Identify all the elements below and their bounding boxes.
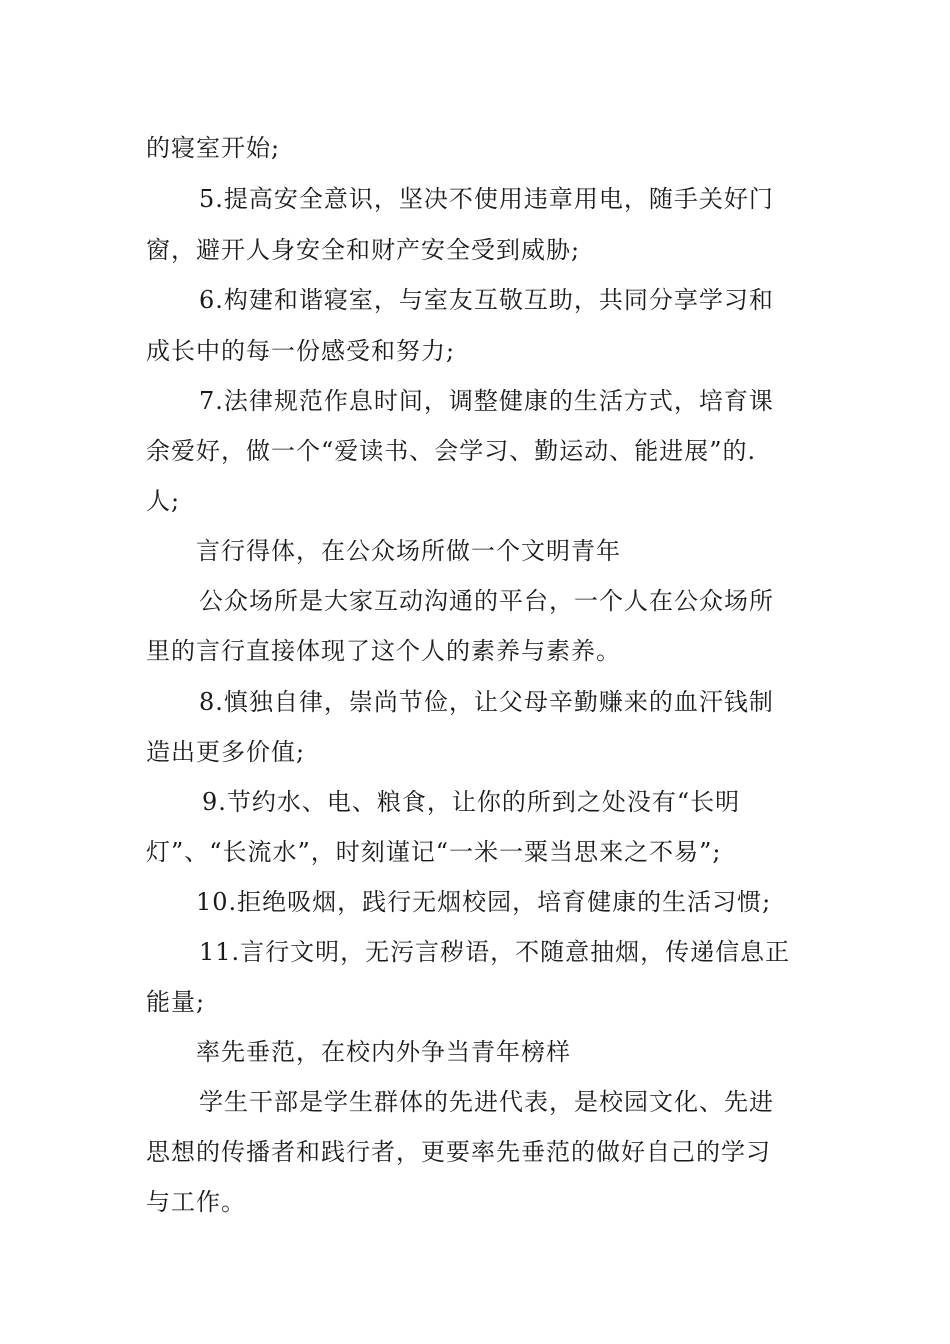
text-line: 窗，避开人身安全和财产安全受到威胁;: [146, 236, 581, 264]
text-line: 里的言行直接体现了这个人的素养与素养。: [146, 637, 621, 665]
list-item-11: 11.言行文明，无污言秽语，不随意抽烟，传递信息正: [199, 938, 791, 966]
text-line: 余爱好，做一个“爱读书、会学习、勤运动、能进展”的.: [146, 437, 757, 465]
text-line: 思想的传播者和践行者，更要率先垂范的做好自己的学习: [146, 1138, 771, 1166]
section-heading: 率先垂范，在校内外争当青年榜样: [196, 1038, 571, 1066]
paragraph-line: 学生干部是学生群体的先进代表，是校园文化、先进: [199, 1088, 774, 1116]
text-line: 成长中的每一份感受和努力;: [146, 337, 456, 365]
text-line: 的寝室开始;: [146, 134, 281, 162]
list-item-6: 6.构建和谐寝室，与室友互敬互助，共同分享学习和: [199, 286, 774, 314]
section-heading: 言行得体，在公众场所做一个文明青年: [196, 537, 621, 565]
text-line: 灯”、“长流水”，时刻谨记“一米一粟当思来之不易”;: [146, 838, 722, 866]
list-item-10: 10.拒绝吸烟，践行无烟校园，培育健康的生活习惯;: [196, 888, 772, 916]
list-item-5: 5.提高安全意识，坚决不使用违章用电，随手关好门: [199, 185, 774, 213]
list-item-7: 7.法律规范作息时间，调整健康的生活方式，培育课: [199, 387, 774, 415]
list-item-9: 9.节约水、电、粮食，让你的所到之处没有“长明: [202, 788, 741, 816]
text-line: 人;: [146, 487, 181, 515]
paragraph-line: 公众场所是大家互动沟通的平台，一个人在公众场所: [199, 587, 774, 615]
text-line: 造出更多价值;: [146, 738, 306, 766]
text-line: 能量;: [146, 988, 206, 1016]
text-line: 与工作。: [146, 1188, 246, 1216]
list-item-8: 8.慎独自律，崇尚节俭，让父母辛勤赚来的血汗钱制: [199, 688, 774, 716]
